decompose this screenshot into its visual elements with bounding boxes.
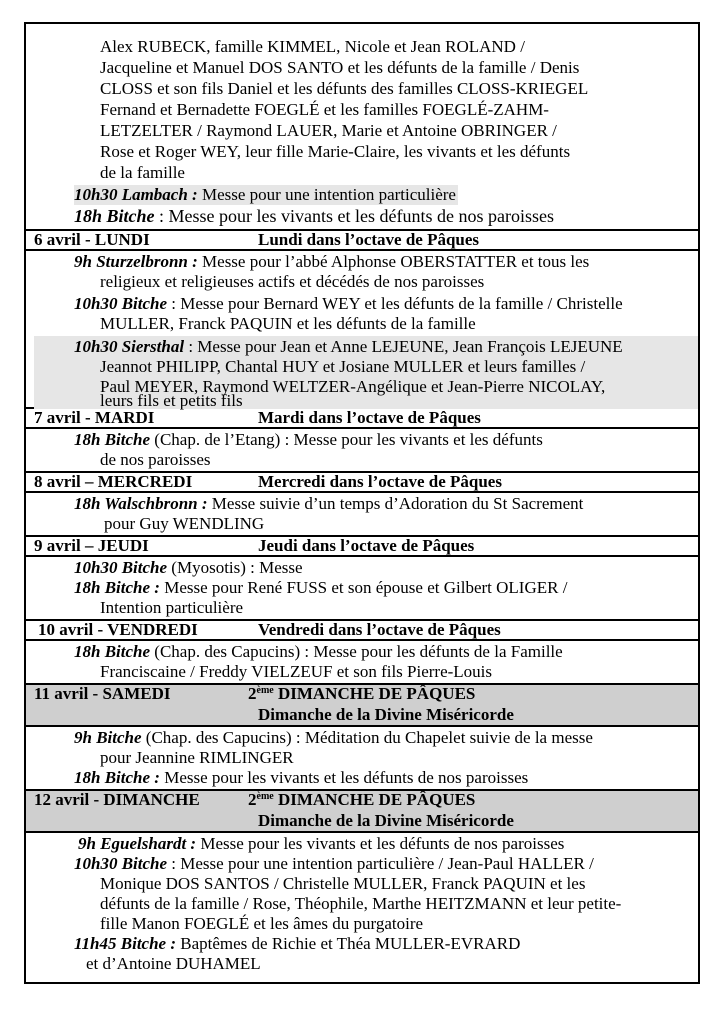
day-header-apr12 xyxy=(26,791,698,833)
event-time: 10h30 Bitche xyxy=(74,294,168,313)
day-name: Mercredi dans l’octave de Pâques xyxy=(258,472,502,491)
event-text: Baptêmes de Richie et Théa MULLER-EVRARD xyxy=(176,934,521,953)
event xyxy=(74,934,520,954)
event-text: MULLER, Franck PAQUIN et les défunts de la famille xyxy=(100,314,476,333)
day-name xyxy=(248,685,475,703)
day-body-apr8 xyxy=(26,493,698,537)
day-name-sup: ème xyxy=(256,791,274,802)
text-line: Fernand et Bernadette FOEGLÉ et les familles FOEGLÉ-ZAHM- xyxy=(100,100,549,119)
event xyxy=(74,337,623,357)
event xyxy=(74,728,593,748)
day-date: 7 avril - MARDI xyxy=(34,408,155,427)
event-text: religieux et religieuses actifs et décédés de nos paroisses xyxy=(100,272,485,291)
event-text: Messe suivie d’un temps d’Adoration du St Sacrement xyxy=(207,494,584,513)
text-line: Alex RUBECK, famille KIMMEL, Nicole et Jean ROLAND / xyxy=(100,37,525,56)
event-text: pour Guy WENDLING xyxy=(104,514,265,533)
event xyxy=(78,834,564,854)
event-time: 9h Sturzelbronn : xyxy=(74,252,198,271)
event-text: : Messe pour Bernard WEY et les défunts de la famille / Christelle xyxy=(167,294,623,313)
event-time: 10h30 Lambach : xyxy=(74,185,198,204)
event-time: 11h45 Bitche : xyxy=(74,934,177,953)
day-name: Mardi dans l’octave de Pâques xyxy=(258,408,481,427)
text-line: de la famille xyxy=(100,163,185,182)
event-text: : Messe pour les vivants et les défunts de nos paroisses xyxy=(154,206,554,226)
day-name-sup: ème xyxy=(256,685,274,696)
event-text: (Chap. des Capucins) : Messe pour les défunts de la Famille xyxy=(150,642,563,661)
event-text: Messe pour les vivants et les défunts de nos paroisses xyxy=(159,768,529,787)
event xyxy=(74,252,589,272)
event-time: 18h Bitche : xyxy=(74,768,160,787)
event-text: pour Jeannine RIMLINGER xyxy=(100,748,294,767)
day-body-apr12 xyxy=(26,833,698,984)
day-subtitle: Dimanche de la Divine Miséricorde xyxy=(258,705,514,724)
event-time: 18h Bitche xyxy=(74,642,151,661)
event-time: 18h Bitche xyxy=(74,206,155,226)
event-text: Jeannot PHILIPP, Chantal HUY et Josiane MULLER et leurs familles / xyxy=(100,357,586,376)
event-time: 10h30 Bitche xyxy=(74,854,168,873)
event-text: Intention particulière xyxy=(100,598,244,617)
day-header-apr6 xyxy=(26,231,698,251)
event-time: 18h Bitche : xyxy=(74,578,160,597)
text-line: Rose et Roger WEY, leur fille Marie-Claire, les vivants et les défunts xyxy=(100,142,571,161)
day-date: 10 avril - VENDREDI xyxy=(38,620,198,639)
event-time: 10h30 Siersthal xyxy=(74,337,185,356)
day-date: 12 avril - DIMANCHE xyxy=(34,790,200,809)
top-block xyxy=(26,24,698,231)
day-name-number: 2 xyxy=(248,684,257,703)
event-text: Monique DOS SANTOS / Christelle MULLER, Franck PAQUIN et les xyxy=(100,874,586,893)
event xyxy=(74,294,623,314)
event xyxy=(74,558,303,578)
day-header-apr7 xyxy=(26,409,698,429)
event xyxy=(74,578,567,598)
event-text: : Messe pour une intention particulière / Jean-Paul HALLER / xyxy=(167,854,594,873)
event-lambach xyxy=(74,185,458,205)
day-name-text: DIMANCHE DE PÂQUES xyxy=(273,790,476,809)
day-name-text: DIMANCHE DE PÂQUES xyxy=(273,684,476,703)
text-line: CLOSS et son fils Daniel et les défunts des familles CLOSS-KRIEGEL xyxy=(100,79,589,98)
text-line: LETZELTER / Raymond LAUER, Marie et Antoine OBRINGER / xyxy=(100,121,557,140)
event-text: Franciscaine / Freddy VIELZEUF et son fils Pierre-Louis xyxy=(100,662,493,681)
day-name: Lundi dans l’octave de Pâques xyxy=(258,230,480,249)
day-body-apr11 xyxy=(26,727,698,791)
day-name-number: 2 xyxy=(248,790,257,809)
event-time: 10h30 Bitche xyxy=(74,558,168,577)
event-time: 18h Bitche xyxy=(74,430,151,449)
event-time: 9h Bitche xyxy=(74,728,142,747)
event-text: Paul MEYER, Raymond WELTZER-Angélique et Jean-Pierre NICOLAY, xyxy=(100,377,606,396)
event-text: Messe pour l’abbé Alphonse OBERSTATTER et tous les xyxy=(197,252,590,271)
event-text: défunts de la famille / Rose, Théophile, Marthe HEITZMANN et leur petite- xyxy=(100,894,622,913)
day-body-apr9 xyxy=(26,557,698,621)
event xyxy=(74,642,563,662)
day-name xyxy=(248,791,475,809)
event-time: 18h Walschbronn : xyxy=(74,494,208,513)
event-text: Messe pour René FUSS et son épouse et Gilbert OLIGER / xyxy=(159,578,568,597)
event-text: (Myosotis) : Messe xyxy=(167,558,303,577)
day-body-apr7 xyxy=(26,429,698,473)
day-body-apr10 xyxy=(26,641,698,685)
day-header-apr9 xyxy=(26,537,698,557)
day-date: 8 avril – MERCREDI xyxy=(34,472,193,491)
event-text: fille Manon FOEGLÉ et les âmes du purgatoire xyxy=(100,914,424,933)
event-bitche xyxy=(74,206,554,226)
event-text: leurs fils et petits fils xyxy=(100,391,243,410)
day-subtitle: Dimanche de la Divine Miséricorde xyxy=(258,811,514,830)
day-date: 6 avril - LUNDI xyxy=(34,230,150,249)
event-text: Messe pour les vivants et les défunts de nos paroisses xyxy=(196,834,565,853)
event-text: Messe pour une intention particulière xyxy=(197,185,456,204)
text-line: Jacqueline et Manuel DOS SANTO et les défunts de la famille / Denis xyxy=(100,58,580,77)
day-date: 11 avril - SAMEDI xyxy=(34,684,171,703)
event xyxy=(74,768,528,788)
day-date: 9 avril – JEUDI xyxy=(34,536,149,555)
event-text: de nos paroisses xyxy=(100,450,211,469)
day-name: Vendredi dans l’octave de Pâques xyxy=(258,620,501,639)
day-header-apr10 xyxy=(26,621,698,641)
event-text: et d’Antoine DUHAMEL xyxy=(86,954,261,973)
day-header-apr11 xyxy=(26,685,698,727)
day-name: Jeudi dans l’octave de Pâques xyxy=(258,536,475,555)
schedule-frame xyxy=(24,22,700,984)
event xyxy=(74,494,583,514)
event-text: : Messe pour Jean et Anne LEJEUNE, Jean François LEJEUNE xyxy=(184,337,623,356)
day-header-apr8 xyxy=(26,473,698,493)
event-text: (Chap. des Capucins) : Méditation du Chapelet suivie de la messe xyxy=(141,728,593,747)
event xyxy=(74,430,543,450)
event-text: (Chap. de l’Etang) : Messe pour les vivants et les défunts xyxy=(150,430,543,449)
event-time: 9h Eguelshardt : xyxy=(78,834,197,853)
event xyxy=(74,854,594,874)
day-body-apr6 xyxy=(26,251,698,409)
